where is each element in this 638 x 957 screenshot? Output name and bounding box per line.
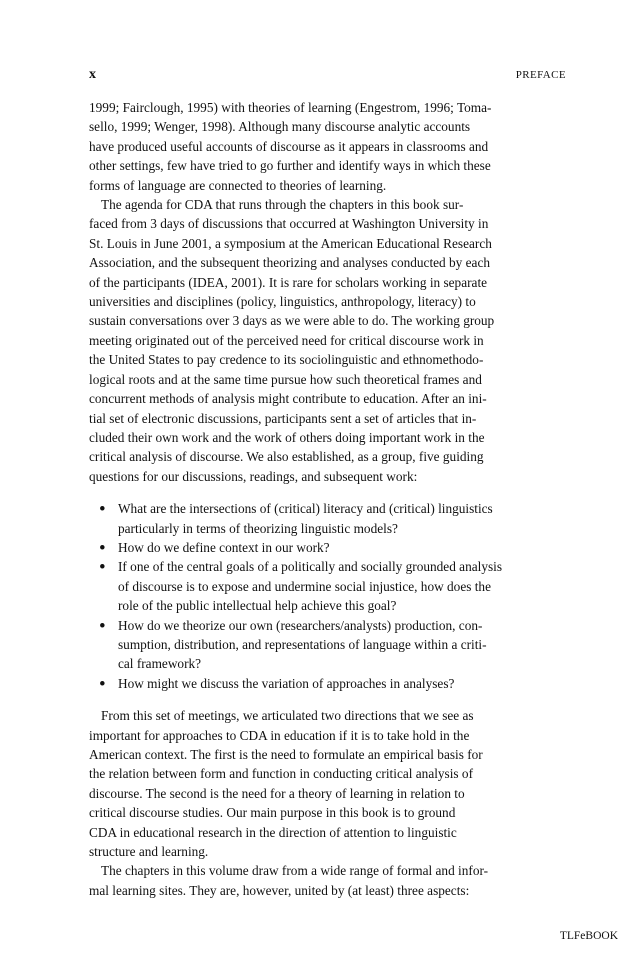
- text-line: meeting originated out of the perceived need for critical discourse work in: [89, 332, 484, 348]
- text-line: cluded their own work and the work of others doing important work in the: [89, 429, 485, 445]
- text-line: have produced useful accounts of discourse as it appears in classrooms and: [89, 138, 489, 154]
- text-line: The chapters in this volume draw from a wide range of formal and infor-: [101, 863, 489, 879]
- list-item-text: How do we theorize our own (researchers/analysts) production, con-: [118, 617, 483, 633]
- paragraph-3: [89, 706, 529, 861]
- list-item-line: [89, 674, 529, 693]
- text-line: universities and disciplines (policy, linguistics, anthropology, literacy) to: [89, 294, 476, 310]
- bullet-icon: •: [99, 537, 106, 559]
- text-line: forms of language are connected to theories of learning.: [89, 177, 387, 193]
- text-line: of the participants (IDEA, 2001). It is rare for scholars working in separate: [89, 274, 488, 290]
- list-item-line: [89, 538, 529, 557]
- text-line: 1999; Fairclough, 1995) with theories of learning (Engestrom, 1996; Toma-: [89, 100, 492, 115]
- text-line: American context. The first is the need to formulate an empirical basis for: [89, 747, 483, 762]
- paragraph-2: [89, 195, 529, 486]
- bullet-icon: •: [99, 673, 106, 695]
- bullet-list: [89, 499, 529, 693]
- text-line: From this set of meetings, we articulated two directions that we see as: [101, 708, 474, 724]
- text-line: critical discourse studies. Our main purpose in this book is to ground: [89, 805, 456, 821]
- bullet-icon: •: [99, 557, 106, 579]
- text-line: logical roots and at the same time pursue how such theoretical frames and: [89, 371, 482, 387]
- bullet-icon: •: [99, 615, 106, 637]
- spacer: [89, 693, 529, 706]
- list-item-line: [89, 499, 529, 521]
- list-item-line: role of the public intellectual help achieve this goal?: [118, 598, 397, 614]
- text-line: other settings, few have tried to go further and identify ways in which these: [89, 158, 491, 174]
- text-line: the United States to pay credence to its sociolinguistic and ethnomethodo-: [89, 352, 484, 368]
- text-line: St. Louis in June 2001, a symposium at the American Educational Research: [89, 235, 492, 251]
- list-item-line: sumption, distribution, and representations of language within a criti-: [118, 636, 487, 652]
- text-line: questions for our discussions, readings, and subsequent work:: [89, 468, 418, 484]
- text-line: the relation between form and function in conducting critical analysis of: [89, 766, 474, 782]
- text-line: critical analysis of discourse. We also established, as a group, five guiding: [89, 449, 484, 465]
- body-text: [89, 98, 529, 900]
- text-line: faced from 3 days of discussions that occurred at Washington University in: [89, 216, 489, 232]
- bullet-icon: •: [99, 499, 106, 521]
- text-line: structure and learning.: [89, 844, 209, 860]
- list-item-line: [89, 557, 529, 579]
- list-item-line: of discourse is to expose and undermine social injustice, how does the: [118, 578, 491, 594]
- list-item-line: cal framework?: [118, 656, 202, 672]
- spacer: [89, 486, 529, 499]
- list-item: [89, 538, 529, 557]
- list-item-text: If one of the central goals of a politically and socially grounded analysis: [118, 559, 503, 575]
- watermark: TLFeBOOK: [559, 930, 618, 942]
- text-line: The agenda for CDA that runs through the chapters in this book sur-: [101, 197, 464, 213]
- list-item: [89, 557, 529, 615]
- text-line: sustain conversations over 3 days as we were able to do. The working group: [89, 313, 495, 329]
- page-number: x: [89, 67, 96, 82]
- text-line: mal learning sites. They are, however, united by (at least) three aspects:: [89, 882, 470, 898]
- running-head: PREFACE: [515, 69, 566, 81]
- text-line: tial set of electronic discussions, participants sent a set of articles that in-: [89, 410, 477, 426]
- list-item-line: [89, 616, 529, 635]
- text-line: important for approaches to CDA in education if it is to take hold in the: [89, 727, 470, 743]
- paragraph-4: [89, 861, 529, 900]
- list-item-text: How might we discuss the variation of approaches in analyses?: [118, 675, 455, 691]
- text-line: Association, and the subsequent theorizing and analyses conducted by each: [89, 255, 491, 271]
- list-item-line: particularly in terms of theorizing linguistic models?: [118, 520, 398, 536]
- text-line: discourse. The second is the need for a theory of learning in relation to: [89, 785, 465, 801]
- paragraph-1: [89, 98, 529, 195]
- text-line: CDA in educational research in the direction of attention to linguistic: [89, 824, 457, 840]
- text-line: sello, 1999; Wenger, 1998). Although many discourse analytic accounts: [89, 119, 471, 135]
- list-item: [89, 674, 529, 693]
- list-item: [89, 499, 529, 538]
- list-item-text: What are the intersections of (critical) literacy and (critical) linguistics: [118, 501, 493, 517]
- list-item: [89, 616, 529, 674]
- list-item-text: How do we define context in our work?: [118, 539, 330, 555]
- text-line: concurrent methods of analysis might contribute to education. After an ini-: [89, 391, 487, 407]
